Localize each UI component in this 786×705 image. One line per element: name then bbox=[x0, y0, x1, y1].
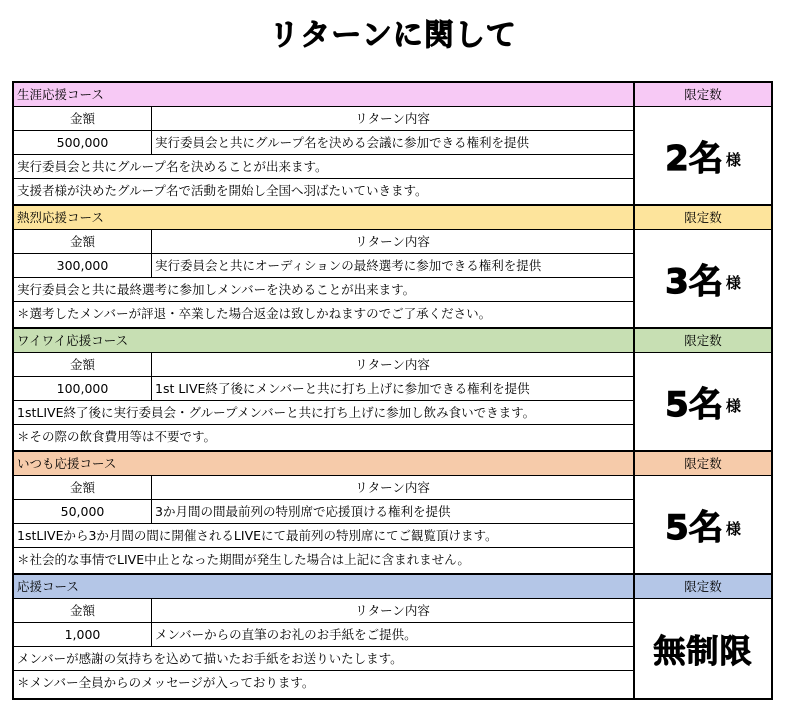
limit-header: 限定数 bbox=[635, 83, 771, 107]
content-header: リターン内容 bbox=[355, 234, 430, 249]
returns-table bbox=[12, 81, 773, 700]
column-header-row bbox=[14, 353, 633, 377]
limit-count-suffix: 様 bbox=[725, 274, 741, 292]
content-header: リターン内容 bbox=[355, 603, 430, 618]
note-line: ＊その際の飲食費用等は不要です。 bbox=[17, 429, 217, 444]
note-line: 実行委員会と共にグループ名を決めることが出来ます。 bbox=[14, 155, 633, 179]
amount-header: 金額 bbox=[14, 107, 152, 131]
limit-count bbox=[635, 476, 771, 573]
return-content: 1st LIVE終了後にメンバーと共に打ち上げに参加できる権利を提供 bbox=[155, 381, 530, 396]
amount-header: 金額 bbox=[14, 476, 152, 500]
limit-count-suffix: 様 bbox=[725, 151, 741, 169]
limit-count-value: 無制限 bbox=[653, 631, 753, 670]
limit-count-value: 3名 bbox=[665, 262, 723, 302]
note-line: メンバーが感謝の気持ちを込めて描いたお手紙をお送りいたします。 bbox=[14, 647, 633, 671]
price: 100,000 bbox=[14, 377, 152, 401]
price: 300,000 bbox=[14, 254, 152, 278]
course-name: いつも応援コース bbox=[14, 452, 633, 476]
course-name: 応援コース bbox=[14, 575, 633, 599]
price: 50,000 bbox=[14, 500, 152, 524]
return-row bbox=[14, 131, 633, 155]
limit-count bbox=[635, 230, 771, 327]
limit-count-suffix: 様 bbox=[725, 397, 741, 415]
column-header-row bbox=[14, 107, 633, 131]
amount-header: 金額 bbox=[14, 599, 152, 623]
note-line: ＊社会的な事情でLIVE中止となった期間が発生した場合は上記に含まれません。 bbox=[17, 552, 470, 567]
return-content: メンバーからの直筆のお礼のお手紙をご提供。 bbox=[155, 627, 417, 642]
limit-count-suffix: 様 bbox=[725, 520, 741, 538]
return-content: 実行委員会と共にオーディションの最終選考に参加できる権利を提供 bbox=[155, 258, 542, 273]
limit-count bbox=[635, 353, 771, 450]
column-header-row bbox=[14, 599, 633, 623]
note-line: 1stLIVEから3か月間の間に開催されるLIVEにて最前列の特別席にてご観覧頂けます。 bbox=[14, 524, 633, 548]
course-block bbox=[14, 329, 771, 452]
return-row bbox=[14, 500, 633, 524]
return-row bbox=[14, 377, 633, 401]
limit-header: 限定数 bbox=[635, 575, 771, 599]
return-content: 実行委員会と共にグループ名を決める会議に参加できる権利を提供 bbox=[155, 135, 530, 150]
column-header-row bbox=[14, 476, 633, 500]
course-block bbox=[14, 452, 771, 575]
column-header-row bbox=[14, 230, 633, 254]
price: 1,000 bbox=[14, 623, 152, 647]
course-block bbox=[14, 575, 771, 698]
note-line: ＊メンバー全員からのメッセージが入っております。 bbox=[17, 675, 315, 690]
return-content: 3か月間の間最前列の特別席で応援頂ける権利を提供 bbox=[155, 504, 451, 519]
note-line: ＊選考したメンバーが評退・卒業した場合返金は致しかねますのでご了承ください。 bbox=[17, 306, 492, 321]
limit-header: 限定数 bbox=[635, 329, 771, 353]
page-title: リターンに関して bbox=[269, 18, 517, 53]
content-header: リターン内容 bbox=[355, 111, 430, 126]
course-block bbox=[14, 206, 771, 329]
amount-header: 金額 bbox=[14, 230, 152, 254]
note-line: 支援者様が決めたグループ名で活動を開始し全国へ羽ばたいていきます。 bbox=[17, 183, 428, 198]
course-name: 生涯応援コース bbox=[14, 83, 633, 107]
content-header: リターン内容 bbox=[355, 357, 430, 372]
course-name: 熱烈応援コース bbox=[14, 206, 633, 230]
note-line: 1stLIVE終了後に実行委員会・グループメンバーと共に打ち上げに参加し飲み食いできます。 bbox=[14, 401, 633, 425]
return-row bbox=[14, 623, 633, 647]
limit-count-value: 5名 bbox=[665, 508, 723, 548]
return-row bbox=[14, 254, 633, 278]
limit-count-value: 5名 bbox=[665, 385, 723, 425]
limit-header: 限定数 bbox=[635, 206, 771, 230]
limit-count-value: 2名 bbox=[665, 139, 723, 179]
note-line: 実行委員会と共に最終選考に参加しメンバーを決めることが出来ます。 bbox=[14, 278, 633, 302]
course-name: ワイワイ応援コース bbox=[14, 329, 633, 353]
course-block bbox=[14, 83, 771, 206]
content-header: リターン内容 bbox=[355, 480, 430, 495]
limit-count bbox=[635, 107, 771, 204]
amount-header: 金額 bbox=[14, 353, 152, 377]
price: 500,000 bbox=[14, 131, 152, 155]
limit-count bbox=[635, 599, 771, 698]
limit-header: 限定数 bbox=[635, 452, 771, 476]
